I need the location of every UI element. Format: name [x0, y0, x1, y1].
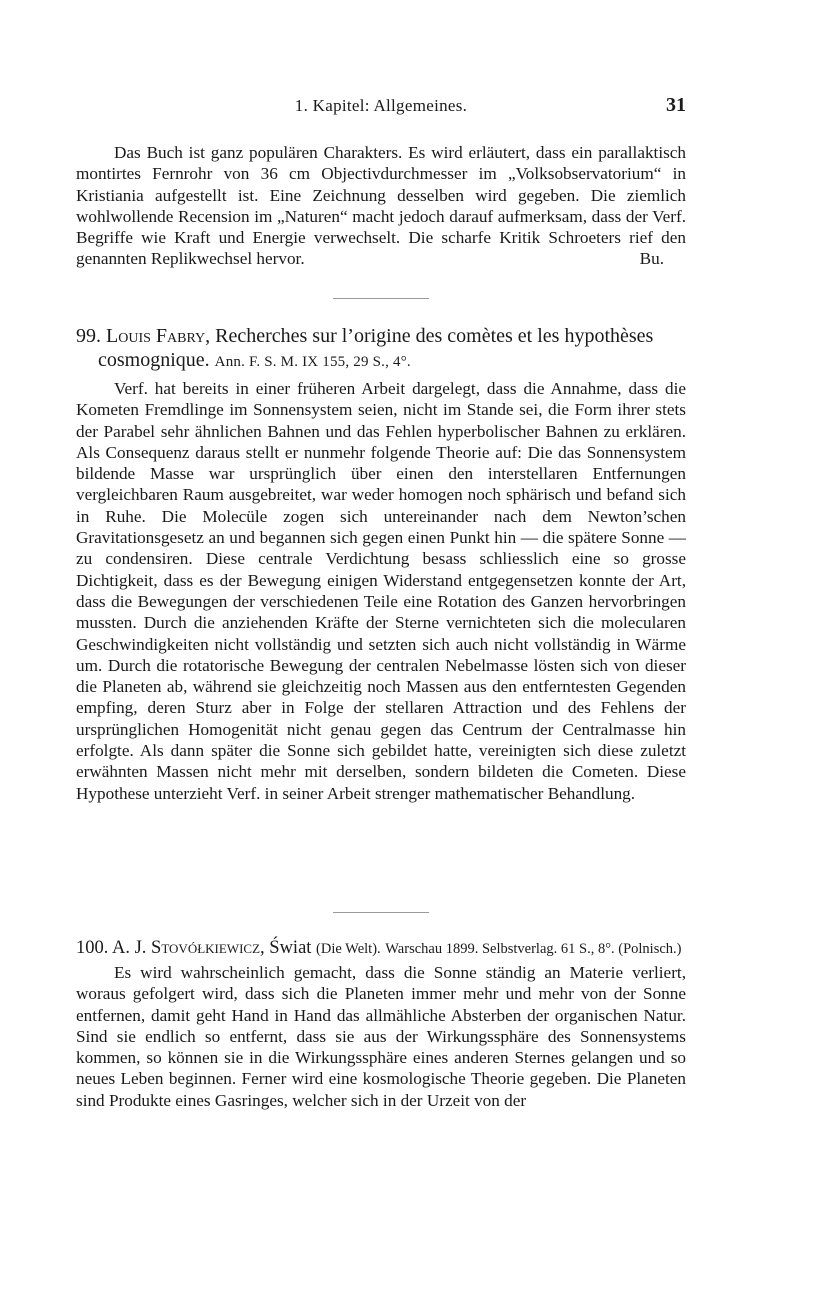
entry-99-author: Louis Fabry, [106, 325, 211, 347]
entry-99-heading [76, 324, 686, 374]
entry-100-body: Es wird wahrscheinlich gemacht, dass die Sonne ständig an Materie verliert, woraus gefolgert wird, dass sich die Planeten immer mehr und mehr von der Sonne entfernen, damit geht Hand in Hand das allmähliche Absterben der organischen Natur. Sind sie endlich so entfernt, dass sie aus der Wirkungssphäre des Sonnensystems kommen, so können sie in die Wirkungssphäre eines anderen Sternes gelangen und so neues Leben beginnen. Ferner wird eine kosmologische Theorie gegeben. Die Planeten sind Produkte eines Gasringes, welcher sich in der Urzeit von der [76, 963, 686, 1110]
entry-100-title-translation: (Die Welt). [316, 941, 381, 957]
section-divider [333, 298, 429, 299]
entry-99-body: Verf. hat bereits in einer früheren Arbeit dargelegt, dass die Annahme, dass die Kometen Fremdlinge im Sonnensystem seien, nicht im Stande sei, die Form ihrer stets der Parabel sehr ähnlichen Bahnen und das Fehlen hyperbolischer Bahnen zu erklären. Als Consequenz daraus stellt er nunmehr folgende Theorie auf: Die das Sonnensystem bildende Masse war ursprünglich über einen den interstellaren Entfernungen vergleichbaren Raum ausgebreitet, war weder homogen noch sphärisch und befand sich in Ruhe. Die Molecüle zogen sich untereinander nach dem Newton’schen Gravitationsgesetz an und begannen sich gegen einen Punkt hin — die spätere Sonne — zu condensiren. Diese centrale Verdichtung besass schliesslich eine so grosse Dichtigkeit, dass es der Bewegung einigen Widerstand entgegensetzen konnte der Art, dass die Bewegungen der verschiedenen Teile eine Rotation des Ganzen hervorbringen mussten. Durch die anziehenden Kräfte der Sterne vernichteten sich die molecularen Geschwindigkeiten nicht vollständig und setzten sich auch nicht vollständig in Wärme um. Durch die rotatorische Bewegung der centralen Nebelmasse lösten sich von dieser die Planeten ab, während sie gleichzeitig noch Massen aus den entferntesten Gegenden empfing, deren Sturz aber in Folge der stellaren Attraction und des Fehlens der ursprünglichen Homogenität nicht genau gegen das Centrum der Centralmasse hin erfolgte. Als dann später die Sonne sich gebildet hatte, vereinigten sich diese zuletzt erwähnten Massen nicht mehr mit derselben, sondern bildeten die Cometen. Diese Hypothese unterzieht Verf. in seiner Arbeit strenger mathematischer Behandlung. [76, 379, 686, 803]
entry-99 [76, 324, 686, 804]
page-number: 31 [666, 94, 686, 116]
intro-paragraph: Das Buch ist ganz populären Charakters. Es wird erläutert, dass ein parallaktisch montirtes Fernrohr von 36 cm Objectivdurchmesser im „Volksobservatorium“ in Kristiania aufgestellt ist. Eine Zeichnung desselben wird gegeben. Die ziemlich wohlwollende Recension im „Naturen“ macht jedoch darauf aufmerksam, dass der Verf. Begriffe wie Kraft und Energie verwechselt. Die scharfe Kritik Schroeters rief den genannten Replikwechsel hervor. [76, 143, 686, 269]
section-divider [333, 912, 429, 913]
entry-100 [76, 937, 686, 1111]
entry-100-title: Świat [269, 938, 312, 958]
entry-100-number: 100. [76, 938, 109, 958]
chapter-title: 1. Kapitel: Allgemeines. [294, 96, 468, 115]
entry-100-initials: A. J. [111, 938, 147, 958]
reviewer-signature: Bu. [639, 249, 664, 269]
entry-100-author: Stovółkiewicz, [151, 938, 265, 958]
entry-100-source: Warschau 1899. Selbstverlag. 61 S., 8°. (Polnisch.) [385, 941, 682, 957]
entry-99-source: Ann. F. S. M. IX 155, 29 S., 4°. [214, 354, 411, 370]
entry-100-heading [76, 937, 686, 960]
entry-99-number: 99. [76, 325, 101, 347]
intro-paragraph-block [76, 142, 686, 270]
running-header [76, 94, 686, 120]
entry-99-title: Recherches sur l’origine des comètes et les hypothèses cosmognique. [98, 325, 654, 371]
